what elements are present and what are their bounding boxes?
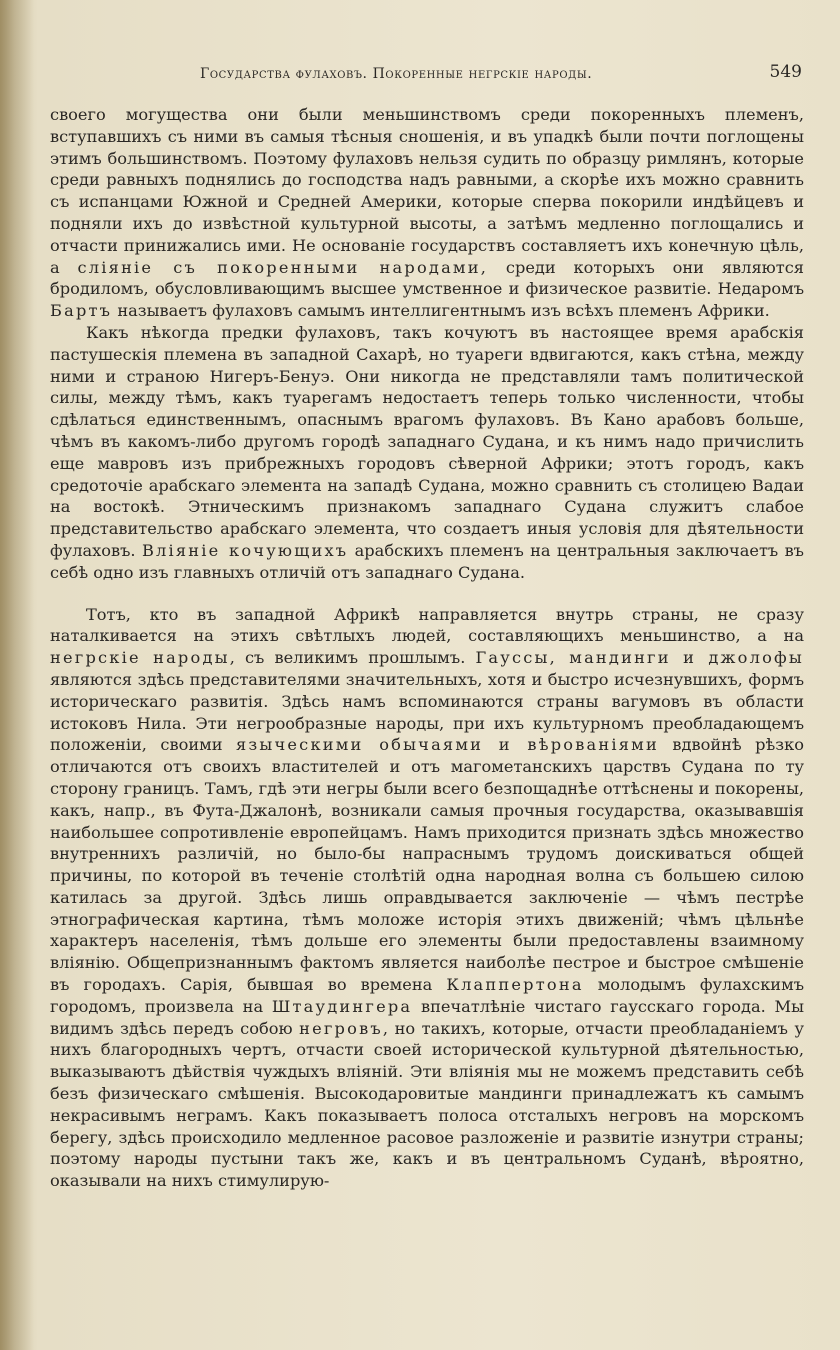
spaced-emphasis: негрскіе народы [50,648,230,668]
text-run: среди которыхъ они являются бродиломъ, обусловливающимъ высшее умственное и физическое развитіе. Недаромъ [50,257,804,299]
text-run: Тотъ, кто въ западной Африкѣ направляется внутрь страны, не сразу наталкивается на этихъ свѣтлыхъ людей, составляющихъ меньшинство, а на [50,604,804,646]
body-text [50,104,804,1192]
spaced-emphasis: языческими обычаями и вѣрованіями [235,735,659,755]
spaced-emphasis: Вліяніе кочующихъ [141,540,349,560]
text-run: арабскихъ племенъ на центральныя заключаетъ въ себѣ одно изъ главныхъ отличій отъ западнаго Судана. [50,540,804,582]
text-run: впечатлѣніе чистаго гаусскаго города. Мы видимъ здѣсь передъ собою [50,996,804,1038]
text-run: вдвойнѣ рѣзко отличаются отъ своихъ властителей и отъ магометанскихъ царствъ Судана по ту сторону границъ. Тамъ, гдѣ эти негры были всего безпощаднѣе оттѣснены и покорены, какъ, напр., въ Фута-Джалонѣ, возникали самыя прочныя государства, оказывавшія наибольшее сопротивленіе европейцамъ. Намъ приходится признать здѣсь множество внутреннихъ различій, но было-бы напраснымъ трудомъ доискиваться общей причины, по которой въ теченіе столѣтій одна народная волна съ большею силою катилась за другой. Здѣсь лишь оправдывается заключеніе — чѣмъ пестрѣе этнографическая картина, тѣмъ моложе исторія этихъ движеній; чѣмъ цѣльнѣе характеръ населенія, тѣмъ дольше его элементы были предоставлены взаимному вліянію. Общепризнаннымъ фактомъ является наиболѣе пестрое и быстрое смѣшеніе въ городахъ. Сарія, бывшая во времена [50,735,804,995]
spaced-emphasis: негровъ [299,1018,383,1038]
page-header [50,62,810,88]
text-run: , но такихъ, которые, отчасти преобладаніемъ у нихъ благородныхъ чертъ, отчасти своей исторической культурной дѣятельностью, выказываютъ дѣйствія чуждыхъ вліяній. Эти вліянія мы не можемъ представить себѣ безъ физическаго смѣшенія. Высокодаровитые мандинги принадлежатъ къ самымъ некрасивымъ неграмъ. Какъ показываетъ полоса отсталыхъ негровъ на морскомъ берегу, здѣсь происходило медленное расовое разложеніе и развитіе изнутри страны; поэтому народы пустыни такъ же, какъ и въ центральномъ Суданѣ, вѣроятно, оказывали на нихъ стимулирую- [50,1018,804,1191]
paragraph-2 [50,322,804,584]
binding-shadow [0,0,34,1350]
spaced-emphasis: Гауссы, мандинги и джолофы [475,648,804,668]
text-run: называетъ фулаховъ самымъ интеллигентнымъ изъ всѣхъ племенъ Африки. [117,301,770,321]
text-run: являются здѣсь представителями значительныхъ, хотя и быстро исчезнувшихъ, формъ историческаго развитія. Здѣсь намъ вспоминаются страны вагумовъ въ области истоковъ Нила. Эти негрообразные народы, при ихъ культурномъ преобладающемъ положеніи, своими [50,669,804,755]
spaced-emphasis: Клаппертона [446,975,584,995]
spaced-emphasis: Бартъ [50,301,113,321]
text-run: , съ великимъ прошлымъ. [229,648,466,668]
running-title: Государства фулаховъ. Покоренные негрскіе народы. [200,66,593,82]
page-number: 549 [769,62,802,82]
paragraph-3 [50,604,804,1193]
spaced-emphasis: сліяніе съ покоренными народами, [77,257,489,277]
text-run: Какъ нѣкогда предки фулаховъ, такъ кочуютъ въ настоящее время арабскія пастушескія племена въ западной Сахарѣ, но туареги вдвигаются, какъ стѣна, между ними и страною Нигеръ-Бенуэ. Они никогда не представляли тамъ политической силы, между тѣмъ, какъ туарегамъ недостаетъ теперь только численности, чтобы сдѣлаться единственнымъ, опаснымъ врагомъ фулаховъ. Въ Кано арабовъ больше, чѣмъ въ какомъ-либо другомъ городѣ западнаго Судана, и къ нимъ надо причислить еще мавровъ изъ прибрежныхъ городовъ сѣверной Африки; этотъ городъ, какъ средоточіе арабскаго элемента на западѣ Судана, можно сравнить съ столицею Вадаи на востокѣ. Этническимъ признакомъ западнаго Судана служитъ слабое представительство арабскаго элемента, что создаетъ иныя условія для дѣятельности фулаховъ. [50,322,804,560]
text-run: молодымъ фулахскимъ городомъ, произвела на [50,975,804,1016]
paragraph-1 [50,104,804,322]
text-run: своего могущества они были меньшинствомъ среди покоренныхъ племенъ, вступавшихъ съ ними въ самыя тѣсныя сношенія, и въ упадкѣ были почти поглощены этимъ большинствомъ. Поэтому фулаховъ нельзя судить по образцу римлянъ, которые среди равныхъ поднялись до господства надъ равными, а скорѣе ихъ можно сравнить съ испанцами Южной и Средней Америки, которые сперва покорили индѣйцевъ и подняли ихъ до извѣстной культурной высоты, а затѣмъ медленно поглощались и отчасти принижались ими. Не основаніе государствъ составляетъ ихъ конечную цѣль, а [50,105,804,277]
spaced-emphasis: Штаудингера [271,996,413,1016]
